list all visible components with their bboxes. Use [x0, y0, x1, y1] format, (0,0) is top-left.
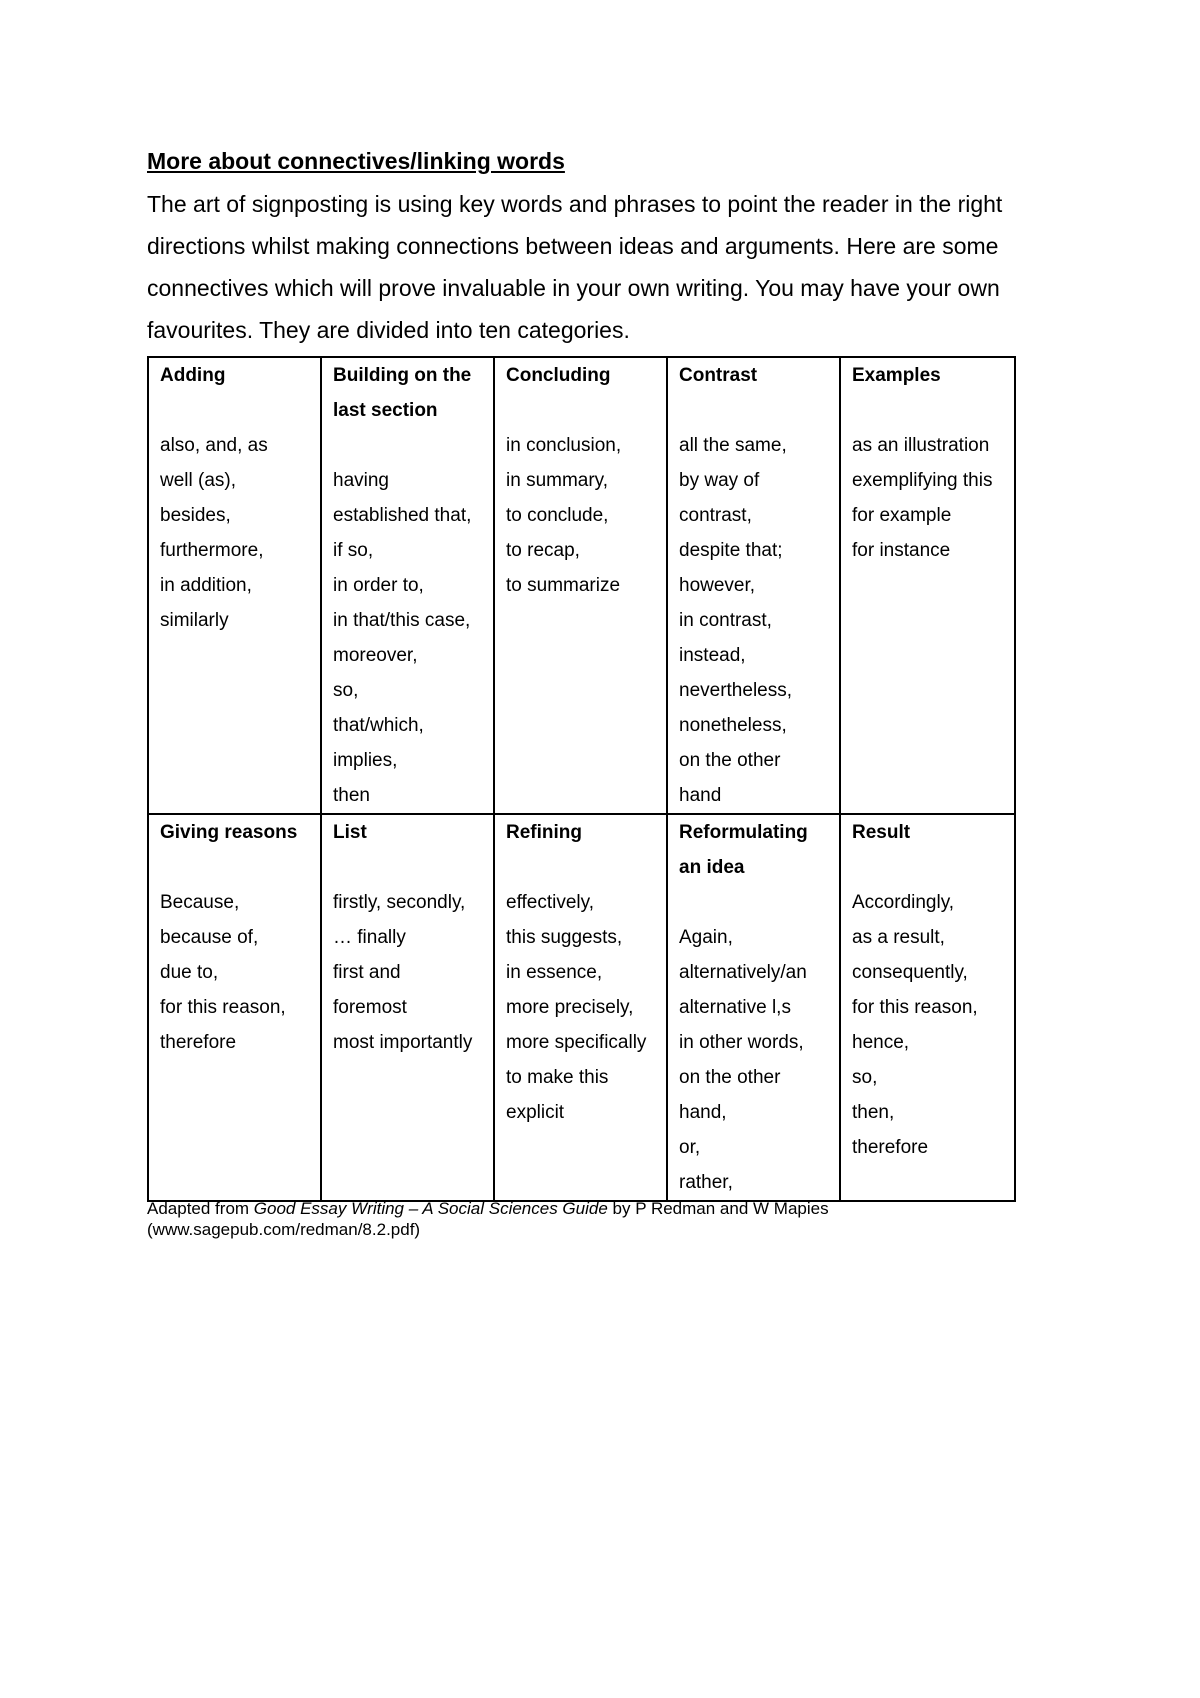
connective-item: instead, [679, 645, 746, 666]
connective-item: to make this [506, 1067, 609, 1088]
category-heading-line: Examples [852, 365, 941, 386]
category-heading-line: Contrast [679, 365, 758, 386]
connective-item: due to, [160, 962, 219, 983]
connective-item: hence, [852, 1032, 910, 1053]
intro-line: connectives which will prove invaluable in your own writing. You may have your own [147, 275, 1000, 301]
category-cell [667, 814, 840, 1201]
connective-item: furthermore, [160, 540, 264, 561]
connective-item: so, [333, 680, 359, 701]
category-heading [333, 815, 489, 850]
category-heading [852, 815, 1010, 850]
connective-item: alternatively/an [679, 962, 807, 983]
connective-item: as an illustration [852, 435, 990, 456]
connective-item: having [333, 470, 389, 491]
category-heading [679, 815, 835, 885]
category-heading [679, 358, 835, 393]
connective-item: … finally [333, 927, 406, 948]
connective-item: on the other [679, 1067, 781, 1088]
category-heading-line: Reformulating [679, 822, 808, 843]
connective-item: in contrast, [679, 610, 772, 631]
connective-item: in summary, [506, 470, 609, 491]
connective-item: in essence, [506, 962, 603, 983]
connective-item: alternative l,s [679, 997, 791, 1018]
connective-item: hand [679, 785, 722, 806]
category-heading [506, 358, 662, 393]
category-cell [840, 814, 1015, 1201]
connective-item: consequently, [852, 962, 968, 983]
page-title: More about connectives/linking words [147, 148, 565, 174]
connective-item: however, [679, 575, 756, 596]
category-heading [506, 815, 662, 850]
connective-item: then [333, 785, 370, 806]
connectives-table [147, 356, 1016, 1202]
connective-item: effectively, [506, 892, 595, 913]
category-heading [852, 358, 1010, 393]
table-row [148, 814, 1015, 1201]
credit-url: (www.sagepub.com/redman/8.2.pdf) [147, 1220, 421, 1239]
spacer [852, 393, 1010, 428]
connective-item: in conclusion, [506, 435, 622, 456]
category-heading-line: Concluding [506, 365, 611, 386]
category-heading [333, 358, 489, 428]
connective-item: also, and, as [160, 435, 268, 456]
connective-item: that/which, [333, 715, 424, 736]
connective-item: besides, [160, 505, 231, 526]
connective-item: more precisely, [506, 997, 634, 1018]
category-heading-line: Refining [506, 822, 582, 843]
connective-item: or, [679, 1137, 701, 1158]
category-heading [160, 815, 316, 850]
spacer [160, 850, 316, 885]
connective-item: in that/this case, [333, 610, 471, 631]
connective-item: implies, [333, 750, 398, 771]
connective-item: because of, [160, 927, 259, 948]
credit-book-title: Good Essay Writing – A Social Sciences Guide [253, 1199, 608, 1218]
connective-item: in other words, [679, 1032, 804, 1053]
connective-item: foremost [333, 997, 407, 1018]
connective-item: Because, [160, 892, 240, 913]
intro-line: The art of signposting is using key words and phrases to point the reader in the right [147, 191, 1003, 217]
spacer [333, 428, 489, 463]
connective-item: to summarize [506, 575, 621, 596]
category-cell [840, 357, 1015, 814]
connective-item: established that, [333, 505, 472, 526]
category-cell [494, 357, 667, 814]
connective-item: for instance [852, 540, 951, 561]
spacer [506, 393, 662, 428]
category-cell [321, 357, 494, 814]
category-heading-line: Giving reasons [160, 822, 298, 843]
intro-line: directions whilst making connections between ideas and arguments. Here are some [147, 233, 999, 259]
connective-item: to conclude, [506, 505, 609, 526]
table-row [148, 357, 1015, 814]
category-heading-line: Result [852, 822, 911, 843]
connective-item: so, [852, 1067, 878, 1088]
connective-item: for this reason, [160, 997, 286, 1018]
category-cell [494, 814, 667, 1201]
connective-item: then, [852, 1102, 895, 1123]
category-cell [667, 357, 840, 814]
connective-item: therefore [160, 1032, 237, 1053]
credit-prefix: Adapted from [147, 1199, 254, 1218]
connective-item: by way of [679, 470, 760, 491]
connective-item: despite that; [679, 540, 783, 561]
connective-item: first and [333, 962, 401, 983]
connective-item: if so, [333, 540, 374, 561]
connective-item: nevertheless, [679, 680, 793, 701]
connective-item: rather, [679, 1172, 733, 1193]
connective-item: explicit [506, 1102, 565, 1123]
connective-item: all the same, [679, 435, 787, 456]
connective-item: most importantly [333, 1032, 473, 1053]
connective-item: to recap, [506, 540, 580, 561]
spacer [160, 393, 316, 428]
connective-item: this suggests, [506, 927, 623, 948]
category-heading [160, 358, 316, 393]
connective-item: in order to, [333, 575, 424, 596]
connective-item: firstly, secondly, [333, 892, 466, 913]
credit-suffix: by P Redman and W Mapies [607, 1199, 829, 1218]
connective-item: similarly [160, 610, 229, 631]
category-heading-line: an idea [679, 857, 745, 878]
spacer [852, 850, 1010, 885]
connective-item: hand, [679, 1102, 727, 1123]
category-cell [148, 814, 321, 1201]
source-credit [147, 1198, 1047, 1240]
connective-item: nonetheless, [679, 715, 787, 736]
category-heading-line: List [333, 822, 367, 843]
connective-item: exemplifying this [852, 470, 993, 491]
connective-item: on the other [679, 750, 781, 771]
intro-paragraph [147, 183, 1087, 351]
intro-line: favourites. They are divided into ten categories. [147, 317, 630, 343]
connective-item: as a result, [852, 927, 945, 948]
connective-item: for this reason, [852, 997, 978, 1018]
connective-item: Again, [679, 927, 733, 948]
connective-item: moreover, [333, 645, 418, 666]
spacer [679, 393, 835, 428]
spacer [679, 885, 835, 920]
connective-item: contrast, [679, 505, 752, 526]
category-heading-line: last section [333, 400, 438, 421]
category-cell [148, 357, 321, 814]
category-heading-line: Adding [160, 365, 226, 386]
spacer [333, 850, 489, 885]
category-heading-line: Building on the [333, 365, 472, 386]
spacer [506, 850, 662, 885]
connective-item: therefore [852, 1137, 929, 1158]
connective-item: more specifically [506, 1032, 647, 1053]
category-cell [321, 814, 494, 1201]
connective-item: in addition, [160, 575, 252, 596]
connective-item: well (as), [160, 470, 237, 491]
connective-item: Accordingly, [852, 892, 955, 913]
connective-item: for example [852, 505, 952, 526]
